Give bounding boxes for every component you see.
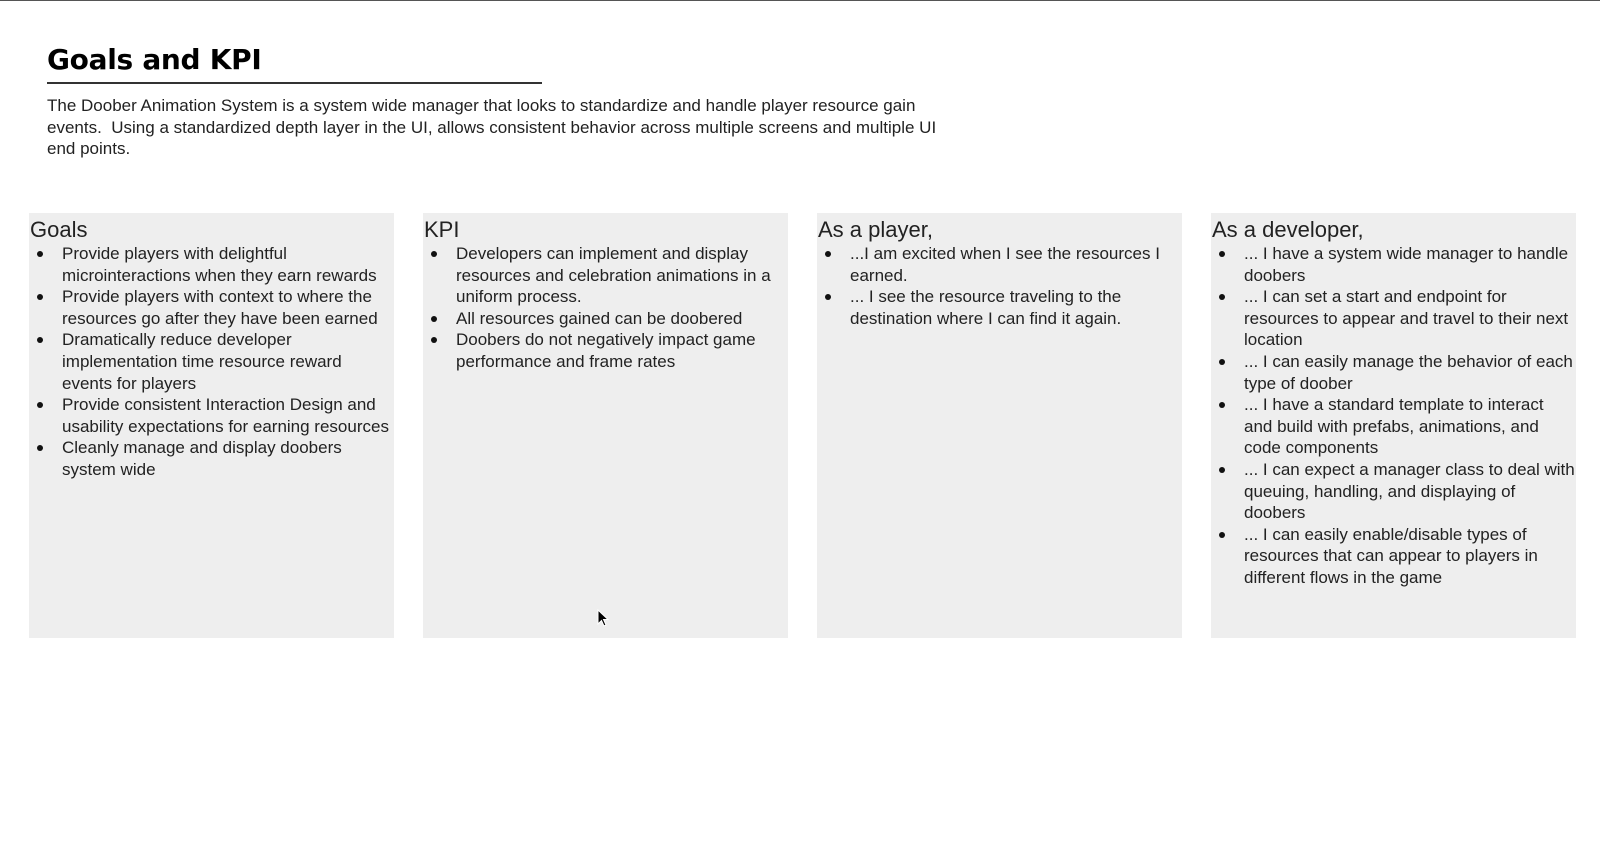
card-player [817,213,1182,638]
list-item [29,243,394,286]
bullet-icon [1219,359,1225,365]
card-developer [1211,213,1576,638]
list-item [1211,286,1576,351]
list-item-text: Cleanly manage and display doobers system wide [62,438,342,479]
card-goals [29,213,394,638]
list-item [1211,524,1576,589]
card-kpi [423,213,788,638]
list-item [817,243,1182,286]
list-item [817,286,1182,329]
intro-paragraph: The Doober Animation System is a system wide manager that looks to standardize and handle player resource gain events. Using a standardized depth layer in the UI, allows consistent behavior across multiple screens and multiple UI end points. [47,96,941,158]
mouse-pointer-icon [597,609,609,627]
list-item-text: Provide players with delightful microinteractions when they earn rewards [62,244,377,285]
bullet-icon [825,294,831,300]
list-item-text: ... I have a system wide manager to handle doobers [1244,244,1569,285]
card-heading: Goals [30,217,88,242]
list-item [1211,243,1576,286]
bullet-icon [1219,467,1225,473]
list-item [29,329,394,394]
card-heading: KPI [424,217,460,242]
bullet-icon [1219,402,1225,408]
list-item [423,329,788,372]
list-item [29,394,394,437]
card-list [1211,243,1576,589]
card-list [29,243,394,481]
bullet-icon [37,445,43,451]
card-list [817,243,1182,329]
list-item-text: ... I can set a start and endpoint for resources to appear and travel to their next location [1244,287,1569,350]
list-item-text: ... I can easily enable/disable types of resources that can appear to players in different flows in the game [1244,524,1538,587]
list-item-text: Dramatically reduce developer implementation time resource reward events for players [62,330,342,393]
bullet-icon [37,337,43,343]
list-item-text: ... I can expect a manager class to deal with queuing, handling, and displaying of doobers [1244,459,1575,523]
list-item [1211,351,1576,394]
list-item [423,308,788,330]
list-item [1211,394,1576,459]
list-item-text: Provide players with context to where the resources go after they have been earned [62,287,378,328]
list-item [1211,459,1576,524]
title-underline [47,82,542,84]
list-item-text: ... I have a standard template to interact and build with prefabs, animations, and code components [1244,395,1544,458]
bullet-icon [37,294,43,300]
bullet-icon [37,251,43,257]
list-item-text: ...I am excited when I see the resources I earned. [850,244,1160,285]
list-item-text: ... I see the resource traveling to the destination where I can find it again. [850,287,1122,328]
list-item-text: ... I can easily manage the behavior of each type of doober [1244,351,1573,393]
bullet-icon [1219,294,1225,300]
bullet-icon [431,337,437,343]
bullet-icon [825,251,831,257]
list-item-text: Provide consistent Interaction Design and usability expectations for earning resources [62,395,389,436]
list-item-text: All resources gained can be doobered [456,308,743,328]
bullet-icon [1219,532,1225,538]
list-item [29,437,394,480]
bullet-icon [37,402,43,408]
bullet-icon [431,316,437,322]
top-border [0,0,1600,1]
list-item [29,286,394,329]
bullet-icon [431,251,437,257]
page-title: Goals and KPI [47,43,262,76]
list-item [423,243,788,308]
card-heading: As a player, [818,217,933,242]
bullet-icon [1219,251,1225,257]
list-item-text: Developers can implement and display resources and celebration animations in a uniform process. [456,244,771,307]
list-item-text: Doobers do not negatively impact game performance and frame rates [456,330,756,371]
card-heading: As a developer, [1212,217,1364,242]
card-list [423,243,788,373]
